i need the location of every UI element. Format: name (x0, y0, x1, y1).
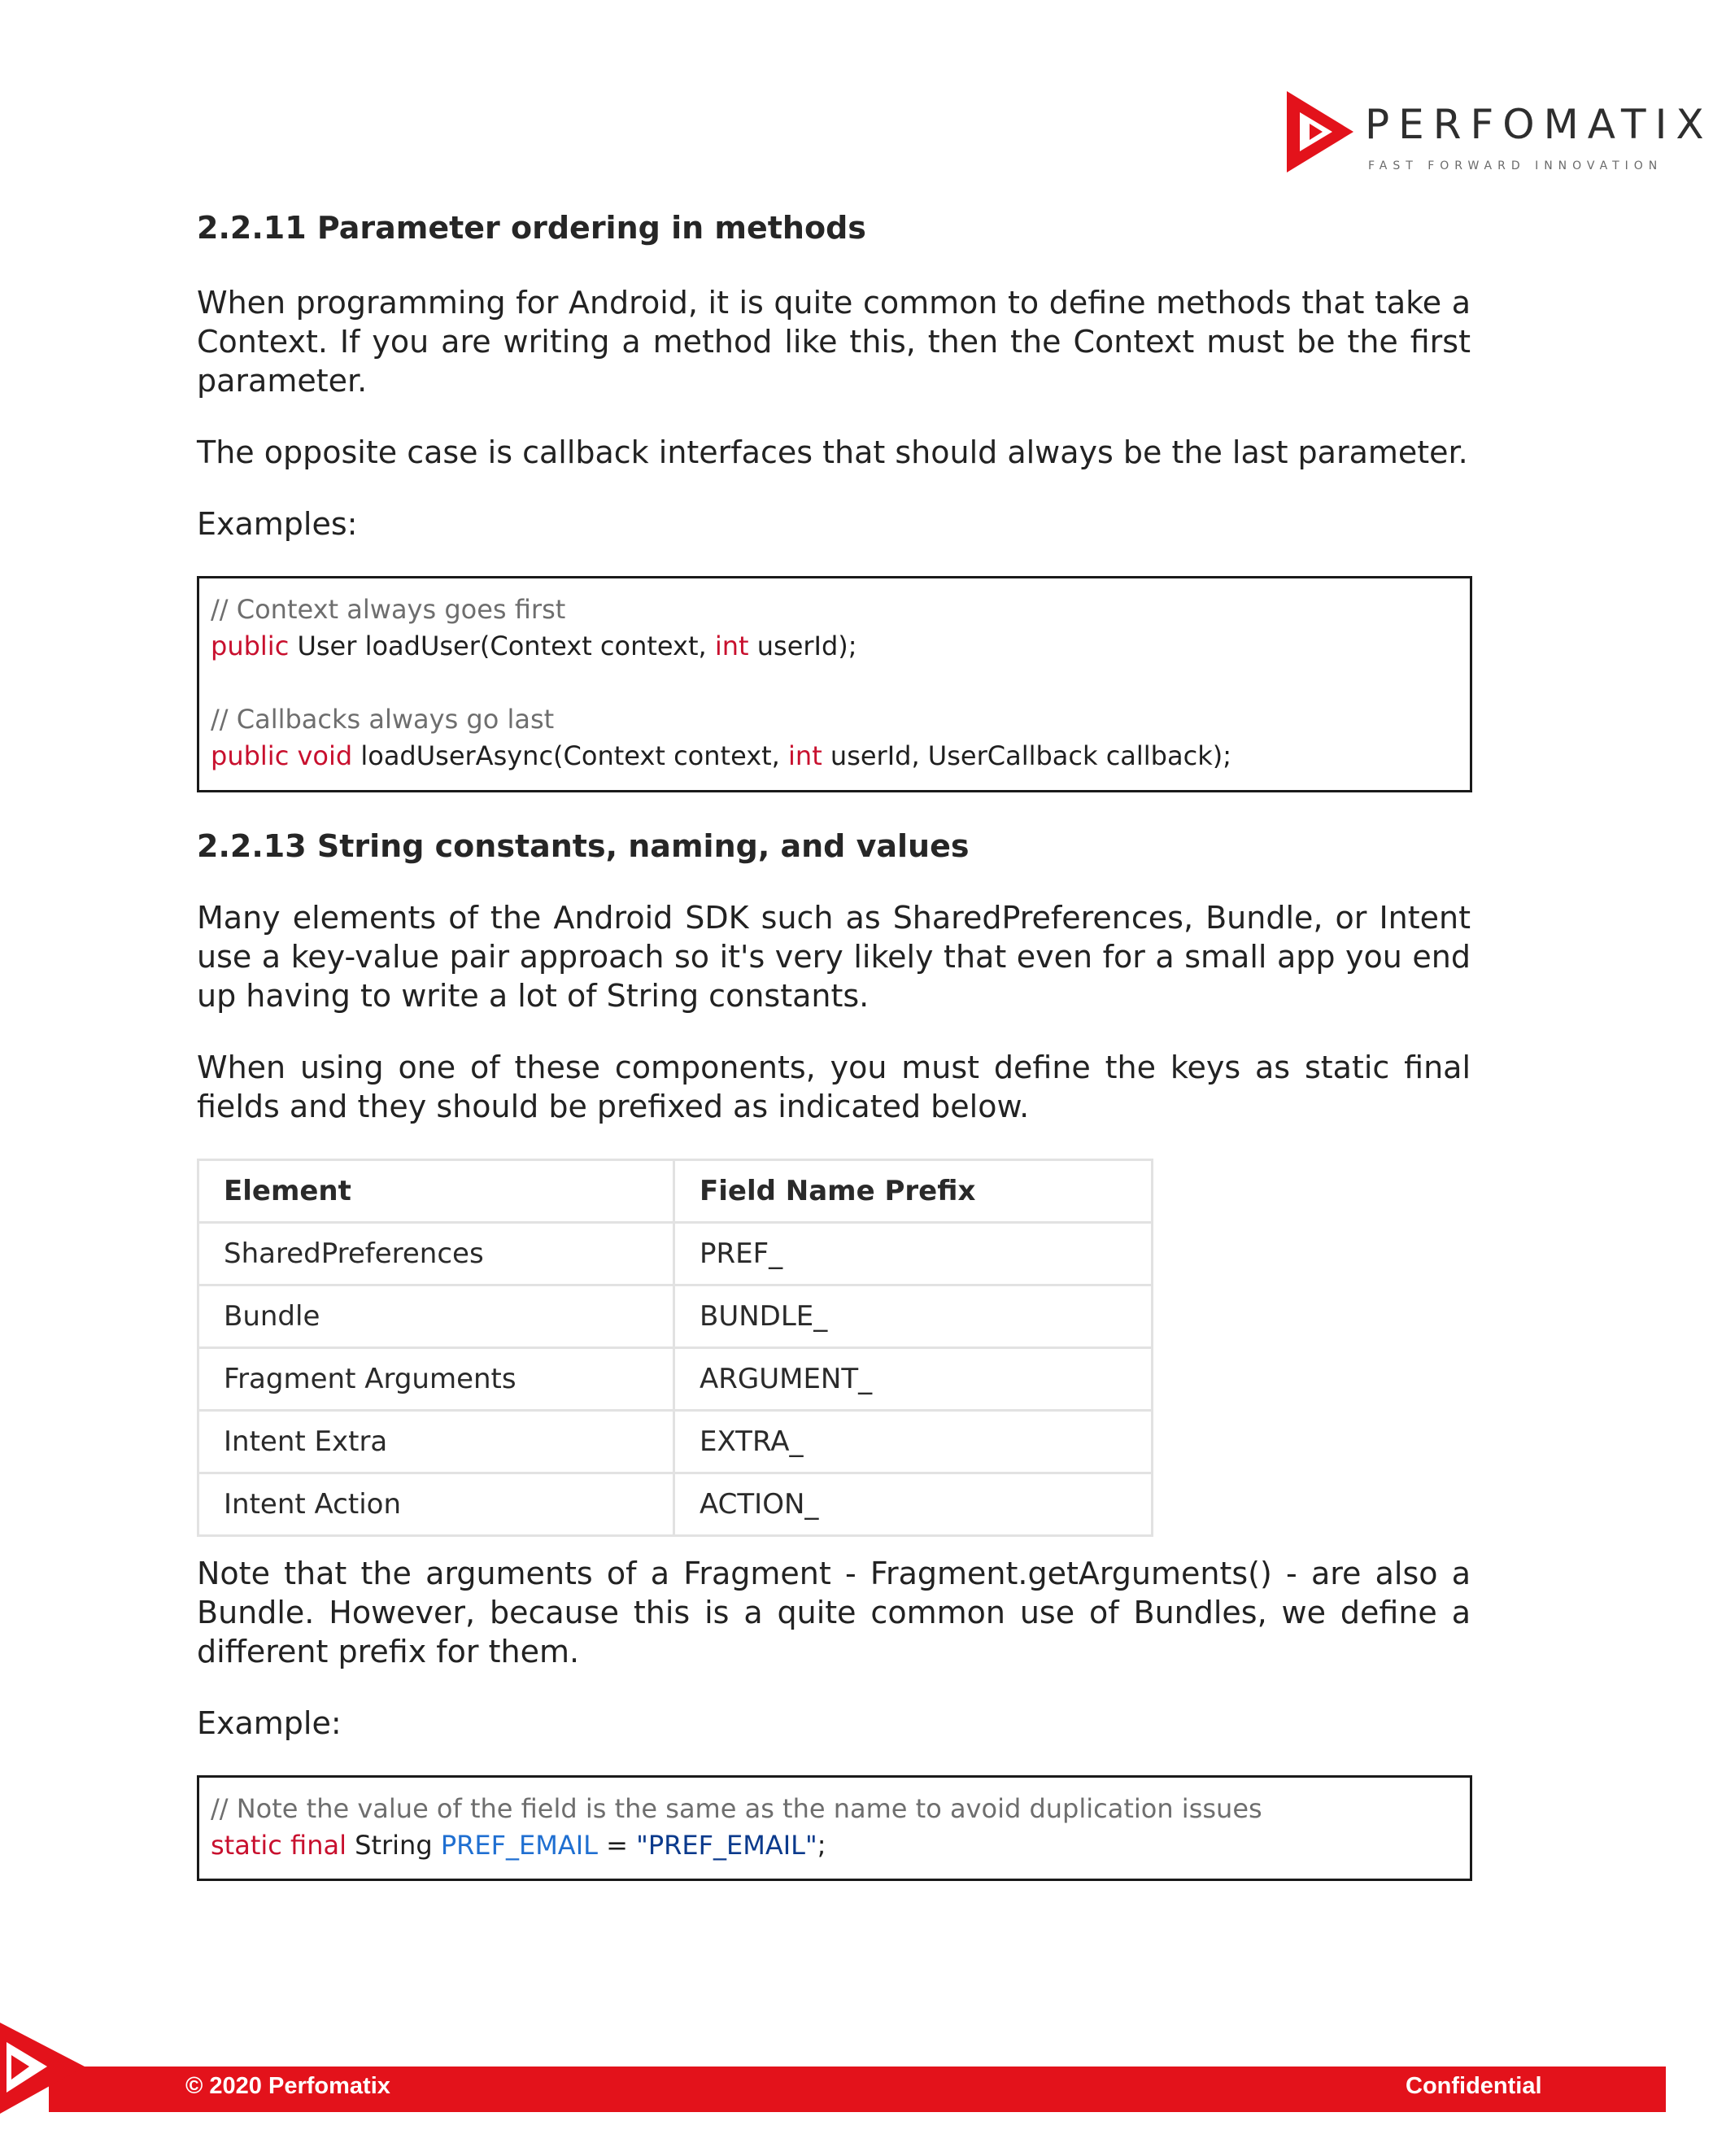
code-line (211, 701, 1458, 738)
table-cell: EXTRA_ (674, 1411, 1153, 1473)
table-cell: ARGUMENT_ (674, 1348, 1153, 1411)
table-cell: SharedPreferences (198, 1223, 674, 1285)
code-keyword: static final (211, 1830, 347, 1861)
table-cell: PREF_ (674, 1223, 1153, 1285)
code-text: userId); (748, 631, 857, 661)
paragraph-fragment-arguments: Note that the arguments of a Fragment - Fragment.getArguments() - are also a Bundle. However, because this is a quite common use of Bundles, we define a different prefix for them. (197, 1556, 1471, 1669)
paragraph-static-final: When using one of these components, you must define the keys as static final fields and they should be prefixed as indicated below. (197, 1050, 1471, 1124)
code-string-value: "PREF_EMAIL" (636, 1830, 817, 1861)
code-text: loadUserAsync(Context context, (352, 740, 789, 771)
perfomatix-play-logo-icon (1284, 89, 1357, 174)
paragraph-key-value: Many elements of the Android SDK such as SharedPreferences, Bundle, or Intent use a key-value pair approach so it's very likely that even for a small app you end up having to write a lot of String constants. (197, 900, 1471, 1014)
code-comment: // Note the value of the field is the same as the name to avoid duplication issues (211, 1793, 1262, 1824)
table-cell: Bundle (198, 1285, 674, 1348)
table-header-row (198, 1160, 1153, 1223)
code-keyword: int (714, 631, 749, 661)
code-keyword: public (211, 631, 290, 661)
brand-name: PERFOMATIX (1365, 101, 1713, 148)
code-block-parameter-ordering (197, 576, 1472, 792)
paragraph-context-first: When programming for Android, it is quite common to define methods that take a Context. If you are writing a method like this, then the Context must be the first parameter. (197, 285, 1471, 399)
code-operator: = (597, 1830, 637, 1861)
perfomatix-logo (1284, 89, 1713, 179)
table-cell: ACTION_ (674, 1473, 1153, 1536)
table-row (198, 1285, 1153, 1348)
table-cell: Intent Action (198, 1473, 674, 1536)
footer-copyright: © 2020 Perfomatix (185, 2073, 390, 2099)
code-blank-line (211, 665, 1458, 701)
table-row (198, 1223, 1153, 1285)
code-comment: // Callbacks always go last (211, 704, 555, 735)
code-line (211, 1791, 1458, 1827)
code-keyword: int (788, 740, 822, 771)
section-heading-string-constants: 2.2.13 String constants, naming, and values (197, 828, 970, 864)
code-line (211, 1827, 1458, 1864)
code-text: userId, UserCallback callback); (822, 740, 1231, 771)
table-cell: Fragment Arguments (198, 1348, 674, 1411)
code-text: User loadUser(Context context, (289, 631, 715, 661)
code-field-name: PREF_EMAIL (440, 1830, 598, 1861)
column-header-element: Element (198, 1160, 674, 1223)
table-row (198, 1348, 1153, 1411)
table-cell: Intent Extra (198, 1411, 674, 1473)
example-label: Example: (197, 1705, 342, 1741)
code-line (211, 738, 1458, 775)
section-heading-parameter-ordering: 2.2.11 Parameter ordering in methods (197, 210, 866, 246)
table-row (198, 1411, 1153, 1473)
code-text: ; (817, 1830, 826, 1861)
examples-label: Examples: (197, 506, 358, 542)
brand-tagline: FAST FORWARD INNOVATION (1368, 159, 1663, 172)
code-text: String (346, 1830, 441, 1861)
footer-play-logo-icon (0, 2018, 89, 2115)
code-comment: // Context always goes first (211, 594, 566, 625)
paragraph-callback-last: The opposite case is callback interfaces that should always be the last parameter. (197, 434, 1468, 470)
code-line (211, 628, 1458, 665)
footer-confidential: Confidential (1406, 2073, 1542, 2099)
code-keyword: public void (211, 740, 353, 771)
prefix-table (197, 1159, 1153, 1537)
page-footer (0, 2018, 1666, 2115)
code-block-string-constant (197, 1775, 1472, 1881)
column-header-prefix: Field Name Prefix (674, 1160, 1153, 1223)
table-cell: BUNDLE_ (674, 1285, 1153, 1348)
code-line (211, 591, 1458, 628)
table-row (198, 1473, 1153, 1536)
